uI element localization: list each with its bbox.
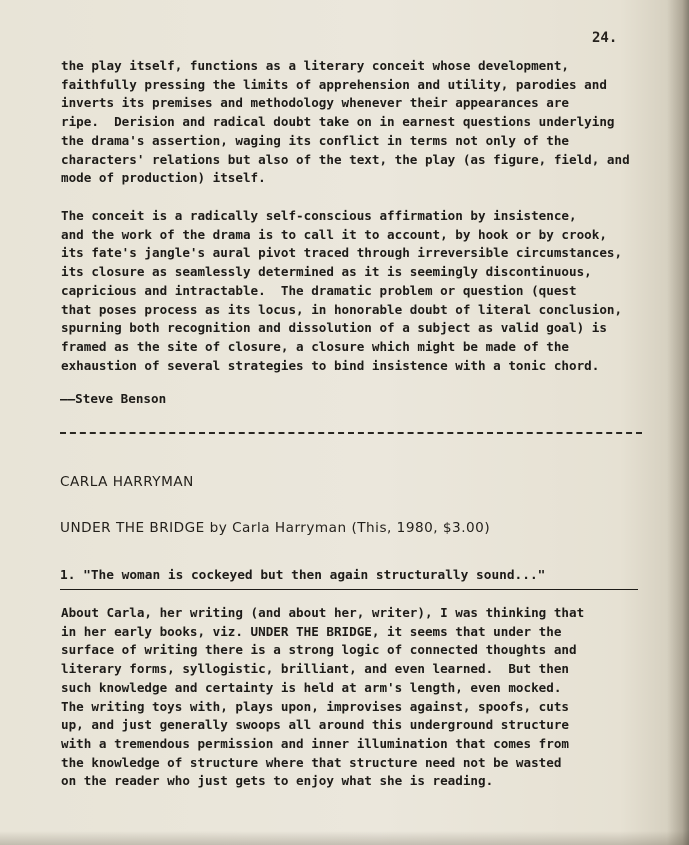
book-heading: UNDER THE BRIDGE by Carla Harryman (This, 1980, $3.00): [60, 520, 491, 536]
body-paragraph-1: the play itself, functions as a literary conceit whose development, faithfully pressing the limits of apprehension and utility, parodies and inverts its premises and methodology whenever their appearances are ripe. Derision and radical doubt take on in earnest questions underlying the drama's assertion, waging its conflict in terms not only of the characters' relations but also of the text, the play (as figure, field, and mode of production) itself.: [61, 58, 630, 186]
page-bottom-shadow: [0, 831, 689, 845]
page-edge-shadow: [667, 0, 689, 845]
section-title: 1. "The woman is cockeyed but then again structurally sound...": [60, 568, 546, 583]
body-paragraph-3: About Carla, her writing (and about her, writer), I was thinking that in her early books, viz. UNDER THE BRIDGE, it seems that under the surface of writing there is a strong logic of connected thoughts and literary forms, syllogistic, brilliant, and even learned. But then such knowledge and certainty is held at arm's length, even mocked. The writing toys with, plays upon, improvises against, spoofs, cuts up, and just generally swoops all around this underground structure with a tremendous permission and inner illumination that comes from the knowledge of structure where that structure need not be wasted on the reader who just gets to enjoy what she is reading.: [61, 605, 585, 789]
page-number: 24.: [592, 30, 618, 46]
body-paragraph-2: The conceit is a radically self-conscious affirmation by insistence, and the work of the drama is to call it to account, by hook or by crook, its fate's jangle's aural pivot traced through irreversible circumstances, its closure as seamlessly determined as it is seemingly discontinuous, capricious and intractable. The dramatic problem or question (quest that poses process as its locus, in honorable doubt of literal conclusion, spurning both recognition and dissolution of a subject as valid goal) is framed as the site of closure, a closure which might be made of the exhaustion of several strategies to bind insistence with a tonic chord.: [61, 208, 623, 373]
dashed-divider: [60, 432, 642, 434]
author-signature: ——Steve Benson: [60, 391, 167, 406]
section-title-underline: [60, 589, 638, 590]
author-heading: CARLA HARRYMAN: [60, 474, 194, 490]
